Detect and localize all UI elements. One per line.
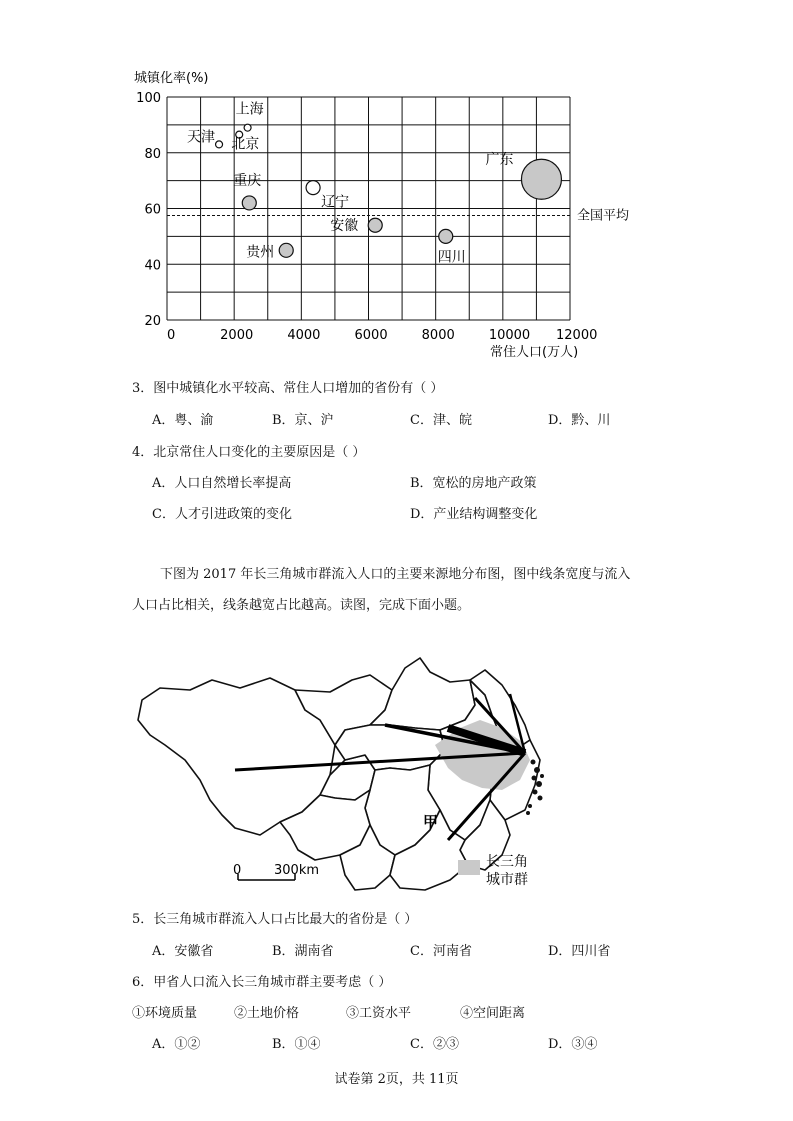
q6-factor-3: ③工资水平 [346,1006,412,1021]
point-label: 重庆 [233,172,262,189]
q3-option-d[interactable]: D．黔、川 [548,413,611,428]
scale-distance-label: 300km [274,863,320,878]
jia-province-label: 甲 [423,813,439,831]
q3-option-c[interactable]: C．津、皖 [410,413,472,428]
q6-option-c[interactable]: C．②③ [410,1037,459,1052]
page-footer: 试卷第 2页，共 11页 [334,1072,459,1087]
legend-line-1: 长三角 [486,854,528,870]
scale-zero-label: 0 [233,863,242,878]
reference-line-label: 全国平均 [577,208,630,224]
intro-line-1: 下图为 2017 年长三角城市群流入人口的主要来源地分布图，图中线条宽度与流入 [160,567,631,582]
point-上海 [244,124,251,131]
point-重庆 [242,196,256,210]
legend-swatch [458,860,480,875]
point-label: 贵州 [246,244,275,261]
population-inflow-map [130,650,570,900]
y-axis-label: 城镇化率(%) [134,71,209,86]
point-贵州 [279,243,293,257]
y-tick-label: 40 [144,258,161,274]
q5-option-c[interactable]: C．河南省 [410,944,472,959]
point-辽宁 [306,181,320,195]
point-label: 安徽 [330,218,359,235]
x-tick-label: 10000 [488,328,531,343]
q3-option-a[interactable]: A．粤、渝 [152,413,214,428]
x-tick-label: 6000 [354,328,388,343]
intro-line-2: 人口占比相关，线条越宽占比越高。读图，完成下面小题。 [132,598,471,613]
urbanization-scatter-chart [120,62,660,372]
q4-option-b[interactable]: B．宽松的房地产政策 [410,476,537,491]
q6-factor-1: ①环境质量 [132,1006,198,1021]
chart-grid [167,97,570,320]
x-tick-label: 8000 [421,328,455,343]
q5-option-d[interactable]: D．四川省 [548,944,611,959]
q6-factor-4: ④空间距离 [460,1006,526,1021]
point-天津 [216,141,223,148]
point-label: 北京 [231,136,260,153]
question-5-stem: 5．长三角城市群流入人口占比最大的省份是（ ） [132,912,418,927]
point-label: 辽宁 [321,194,350,211]
q6-option-a[interactable]: A．①② [152,1037,201,1052]
x-tick-label: 12000 [556,328,598,343]
q5-option-b[interactable]: B．湖南省 [272,944,334,959]
q6-option-d[interactable]: D．③④ [548,1037,598,1052]
q4-option-d[interactable]: D．产业结构调整变化 [410,507,538,522]
point-label: 四川 [437,249,466,266]
y-tick-label: 60 [144,202,161,218]
point-label: 天津 [187,129,216,146]
map-intro-paragraph [132,559,672,621]
y-tick-label: 80 [144,146,161,162]
q4-option-c[interactable]: C．人才引进政策的变化 [152,507,292,522]
x-axis-label: 常住人口(万人) [490,345,579,360]
legend-line-2: 城市群 [486,872,528,888]
data-points [187,102,561,266]
point-四川 [439,229,453,243]
y-tick-label: 100 [136,91,161,106]
y-tick-label: 20 [144,314,161,329]
question-4-stem: 4．北京常住人口变化的主要原因是（ ） [132,445,366,460]
point-广东 [521,159,561,199]
q6-option-b[interactable]: B．①④ [272,1037,321,1052]
q5-option-a[interactable]: A．安徽省 [152,944,214,959]
question-3-stem: 3．图中城镇化水平较高、常住人口增加的省份有（ ） [132,381,444,396]
q3-option-b[interactable]: B．京、沪 [272,413,334,428]
point-label: 上海 [235,101,264,118]
x-tick-label: 4000 [287,328,321,343]
q6-factor-2: ②土地价格 [234,1006,300,1021]
x-tick-label: 2000 [220,328,254,343]
q4-option-a[interactable]: A．人口自然增长率提高 [152,476,292,491]
question-6-stem: 6．甲省人口流入长三角城市群主要考虑（ ） [132,975,392,990]
national-average-line [167,208,629,223]
point-安徽 [368,218,382,232]
point-label: 广东 [485,152,514,169]
x-tick-label: 0 [167,328,176,343]
